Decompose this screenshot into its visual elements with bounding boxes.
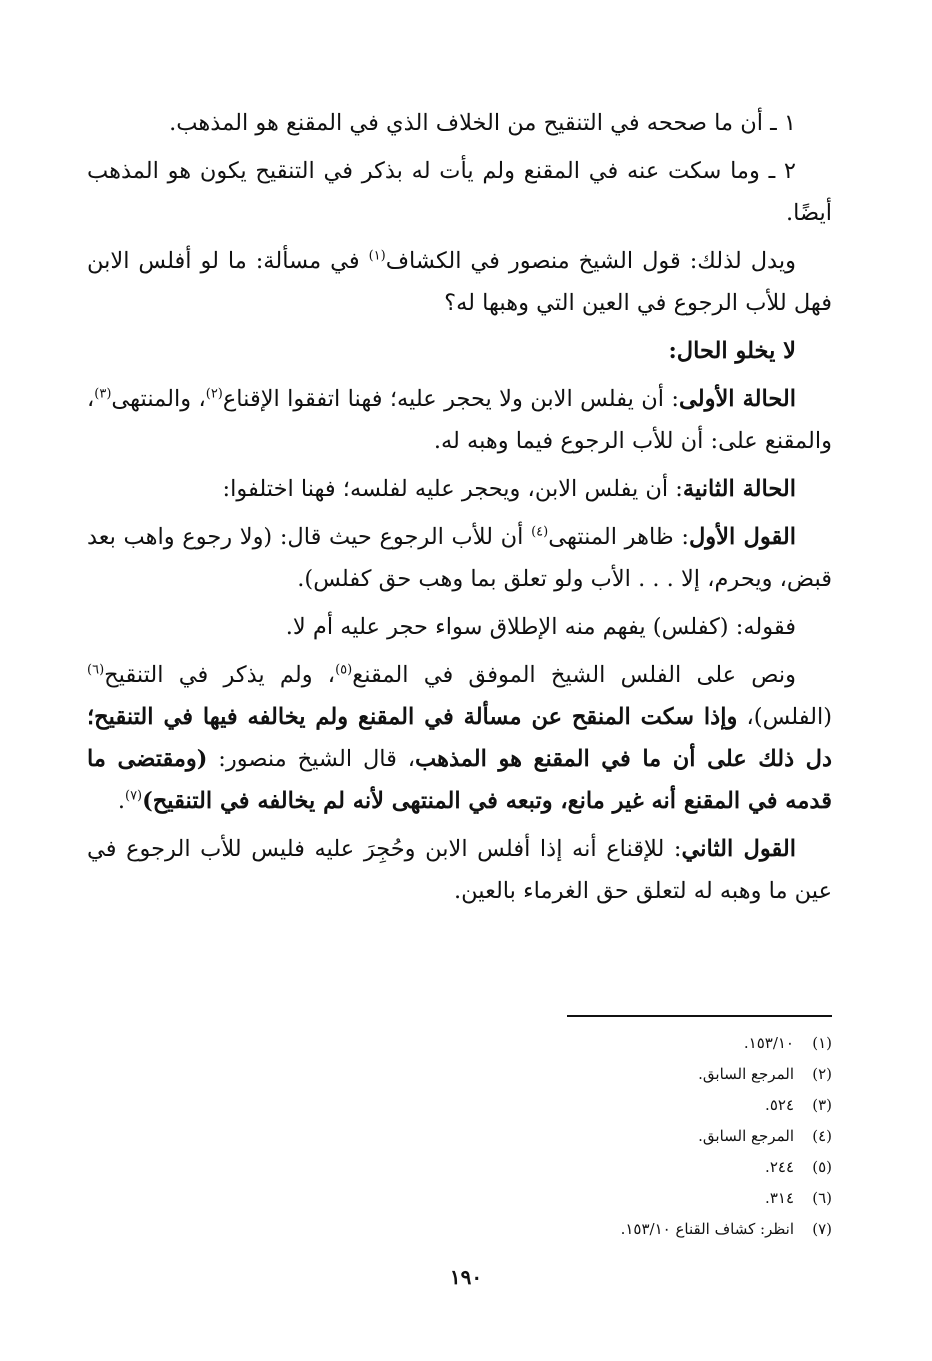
paragraph-heading-cases — [87, 330, 832, 372]
muwaffaq-text-a: ونص على الفلس الشيخ الموفق في المقنع — [352, 662, 796, 688]
footnote-text: ٢٤٤. — [765, 1158, 794, 1176]
muwaffaq-text-d: ، قال الشيخ منصور: — [207, 746, 416, 772]
opinion-1-label: القول الأول — [688, 524, 797, 550]
muwaffaq-bold-rule: وإذا سكت المنقح عن مسألة في المقنع ولم يخالفه فيها في التنقيح؛ دل ذلك على أن ما في المقنع هو المذهب — [87, 704, 832, 772]
footnote-text: انظر: كشاف القناع ١٥٣/١٠. — [620, 1220, 794, 1238]
main-text — [87, 102, 832, 918]
muwaffaq-text-c: (الفلس)، — [737, 704, 832, 730]
muwaffaq-bold-quote: (ومقتضى ما قدمه في المقنع أنه غير مانع، وتبعه في المنتهى لأنه لم يخالفه في التنقيح) — [87, 746, 832, 814]
paragraph-case-1 — [87, 378, 832, 462]
footnote-item — [332, 1059, 832, 1090]
footnote-item — [332, 1121, 832, 1152]
point-1-text: ١ ـ أن ما صححه في التنقيح من الخلاف الذي في المقنع هو المذهب. — [169, 110, 796, 136]
footnote-item — [332, 1028, 832, 1059]
opinion-2-text: : للإقناع أنه إذا أفلس الابن وحُجِرَ عليه فليس للأب الرجوع في عين ما وهبه له لتعلق حق الغرماء بالعين. — [87, 836, 832, 904]
evidence-text-b: في مسألة: ما لو أفلس الابن فهل للأب الرجوع في العين التي وهبها له؟ — [87, 248, 832, 316]
footnote-ref-2: (٢) — [205, 386, 223, 402]
paragraph-point-1 — [87, 102, 832, 144]
footnote-ref-4: (٤) — [531, 524, 549, 540]
opinion-1-text-b: أن للأب الرجوع حيث قال: (ولا رجوع واهب بعد قبض، ويحرم، إلا . . . الأب ولو تعلق بما وهب حق كفلس). — [87, 524, 832, 592]
footnote-ref-1: (١) — [368, 248, 386, 264]
footnote-number: (٥) — [812, 1158, 832, 1176]
footnote-text: المرجع السابق. — [698, 1127, 794, 1145]
opinion-2-label: القول الثاني — [681, 836, 796, 862]
case-1-text-b: ، والمنتهى — [111, 386, 206, 412]
paragraph-opinion-2 — [87, 828, 832, 912]
footnotes-list — [332, 1028, 832, 1245]
case-2-text: : أن يفلس الابن، ويحجر عليه لفلسه؛ فهنا اختلفوا: — [222, 476, 683, 502]
opinion-1-text-a: : ظاهر المنتهى — [548, 524, 689, 550]
footnote-text: ٣١٤. — [765, 1189, 794, 1207]
footnote-text: المرجع السابق. — [698, 1065, 794, 1083]
paragraph-point-2 — [87, 150, 832, 234]
case-1-text-c: ، والمقنع على: أن للأب الرجوع فيما وهبه له. — [87, 386, 832, 454]
muwaffaq-text-e: . — [117, 788, 125, 814]
paragraph-opinion-1 — [87, 516, 832, 600]
footnote-ref-7: (٧) — [124, 788, 143, 804]
evidence-text-a: ويدل لذلك: قول الشيخ منصور في الكشاف — [385, 248, 796, 274]
page-number: ١٩٠ — [449, 1265, 483, 1289]
footnote-number: (٣) — [812, 1096, 832, 1114]
muwaffaq-text-b: ، ولم يذكر في التنقيح — [104, 662, 336, 688]
paragraph-muwaffaq — [87, 654, 832, 822]
footnote-text: ٥٢٤. — [765, 1096, 794, 1114]
footnote-number: (٤) — [812, 1127, 832, 1145]
case-2-label: الحالة الثانية — [682, 476, 796, 502]
footnote-number: (٦) — [812, 1189, 832, 1207]
case-1-label: الحالة الأولى — [678, 386, 797, 412]
footnote-text: ١٥٣/١٠. — [743, 1034, 794, 1052]
footnote-number: (٢) — [812, 1065, 832, 1083]
footnote-number: (٧) — [812, 1220, 832, 1238]
cases-heading: لا يخلو الحال: — [668, 338, 796, 364]
footnote-item — [332, 1090, 832, 1121]
footnote-ref-3: (٣) — [94, 386, 112, 402]
case-1-text-a: : أن يفلس الابن ولا يحجر عليه؛ فهنا اتفقوا الإقناع — [222, 386, 679, 412]
footnote-number: (١) — [812, 1034, 832, 1052]
footnote-ref-5: (٥) — [335, 662, 353, 678]
footnote-item — [332, 1214, 832, 1245]
paragraph-evidence — [87, 240, 832, 324]
paragraph-interpretation — [87, 606, 832, 648]
point-2-text: ٢ ـ وما سكت عنه في المقنع ولم يأت له بذكر في التنقيح يكون هو المذهب أيضًا. — [87, 158, 832, 226]
footnote-divider — [567, 1015, 832, 1017]
footnote-item — [332, 1152, 832, 1183]
paragraph-case-2 — [87, 468, 832, 510]
footnote-ref-6: (٦) — [87, 662, 105, 678]
footnote-item — [332, 1183, 832, 1214]
interpretation-text: فقوله: (كفلس) يفهم منه الإطلاق سواء حجر عليه أم لا. — [285, 614, 796, 640]
